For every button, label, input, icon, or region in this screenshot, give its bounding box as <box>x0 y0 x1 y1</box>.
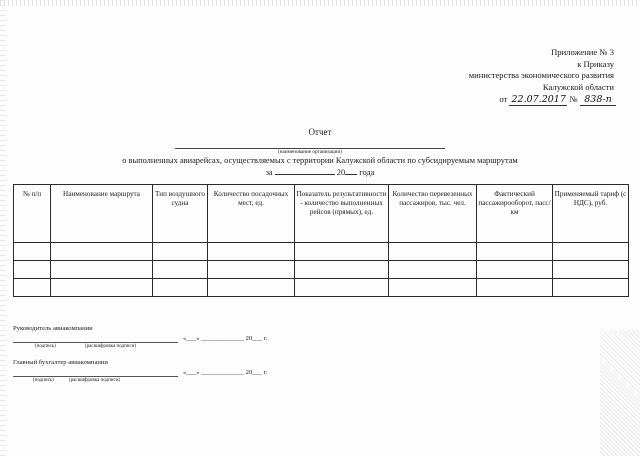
table-cell <box>477 243 553 261</box>
date-quote-close: » <box>196 335 200 342</box>
table-cell <box>553 243 629 261</box>
table-cell <box>153 261 208 279</box>
signature-block-accountant <box>13 359 293 389</box>
caption-signature: (подпись) <box>35 344 56 349</box>
table-cell <box>51 243 153 261</box>
appendix-line: Калужской области <box>542 81 614 92</box>
period-suffix: года <box>359 168 375 177</box>
date-quote-close: » <box>196 369 200 376</box>
date-quote-open: « <box>183 369 187 376</box>
table-cell <box>295 261 389 279</box>
table-row <box>14 279 629 297</box>
table-cell <box>477 279 553 297</box>
date-year-suffix: г. <box>263 335 268 342</box>
table-cell <box>14 261 51 279</box>
table-header-row <box>14 185 629 243</box>
table-cell <box>553 279 629 297</box>
order-prefix: от <box>499 94 508 104</box>
column-header: Наименование маршрута <box>51 185 153 243</box>
scan-noise-top <box>0 0 640 6</box>
column-header: Применяемый тариф (с НДС), руб. <box>553 185 629 243</box>
table-row <box>14 261 629 279</box>
table-cell <box>389 243 477 261</box>
date-year-prefix: 20 <box>245 335 253 342</box>
report-subject: о выполненных авиарейсах, осуществляемых с территории Калужской области по субсидируемым маршрутам <box>122 156 518 165</box>
column-header: Фактический пассажирооборот, пасс/км <box>477 185 553 243</box>
table-cell <box>477 261 553 279</box>
caption-signature: (подпись) <box>33 378 54 383</box>
period-blank <box>275 167 335 175</box>
date-year-suffix: г. <box>263 369 268 376</box>
period-year-blank <box>345 167 357 175</box>
period-prefix: за <box>265 168 273 177</box>
signature-role: Главный бухгалтер авиакомпании <box>13 359 108 366</box>
order-date: 22.07.2017 <box>511 94 566 105</box>
table-cell <box>553 261 629 279</box>
scan-noise-right <box>600 330 640 456</box>
report-period <box>0 167 640 177</box>
caption-decode: (расшифровка подписи) <box>69 378 121 383</box>
order-reference <box>499 94 616 106</box>
column-header: Тип воздушного судна <box>153 185 208 243</box>
table-cell <box>153 243 208 261</box>
signature-block-director <box>13 325 293 355</box>
organization-caption: (наименование организации) <box>278 149 342 155</box>
order-number-prefix: № <box>569 94 578 104</box>
table-cell <box>295 279 389 297</box>
table-cell <box>153 279 208 297</box>
table-cell <box>208 279 295 297</box>
signature-role: Руководитель авиакомпании <box>13 325 93 332</box>
appendix-line: к Приказу <box>577 58 614 69</box>
table-cell <box>51 279 153 297</box>
table-cell <box>208 243 295 261</box>
appendix-line: Приложение № 3 <box>551 47 614 57</box>
table-cell <box>389 279 477 297</box>
signature-line <box>13 376 178 377</box>
routes-table <box>13 184 629 297</box>
table-cell <box>295 243 389 261</box>
table-cell <box>389 261 477 279</box>
order-number: 838-п <box>580 95 616 106</box>
column-header: Количество перевезенных пассажиров, тыс. чел. <box>389 185 477 243</box>
signature-date: «___» _____________ 20___ г. <box>183 335 268 342</box>
table-cell <box>14 279 51 297</box>
appendix-line: министерства экономического развития <box>468 70 614 80</box>
date-year-prefix: 20 <box>245 369 253 376</box>
column-header: № п/п <box>14 185 51 243</box>
report-title: Отчет <box>308 127 332 137</box>
column-header: Количество посадочных мест, ед. <box>208 185 295 243</box>
scan-noise-left <box>0 0 6 456</box>
table-row <box>14 243 629 261</box>
column-header: Показатель результативности - количество выполненных рейсов (прямых), ед. <box>295 185 389 243</box>
caption-decode: (расшифровка подписи) <box>85 344 137 349</box>
date-quote-open: « <box>183 335 187 342</box>
period-year-prefix: 20 <box>336 168 346 177</box>
table-cell <box>51 261 153 279</box>
table-cell <box>14 243 51 261</box>
signature-line <box>13 342 178 343</box>
appendix-block <box>469 47 614 93</box>
signature-date: «___» _____________ 20___ г. <box>183 369 268 376</box>
table-cell <box>208 261 295 279</box>
